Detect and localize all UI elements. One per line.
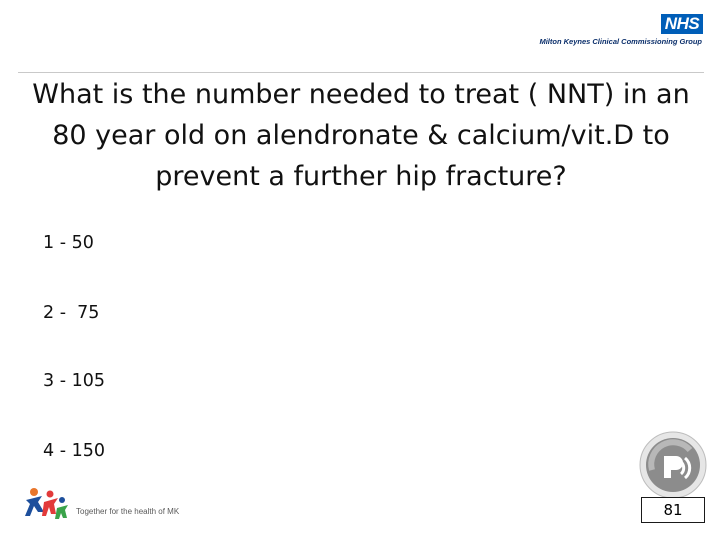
response-count: 81 [641, 497, 705, 523]
footer-tagline: Together for the health of MK [76, 507, 180, 516]
question-title: What is the number needed to treat ( NNT) in an 80 year old on alendronate & calcium/vit.D to prevent a further hip fracture? [32, 79, 690, 192]
organisation-name: Milton Keynes Clinical Commissioning Group [539, 37, 702, 46]
mk-people-logo [22, 486, 70, 522]
title-divider [18, 72, 704, 73]
poll-response-icon [638, 430, 708, 500]
answer-option-1[interactable]: 1 - 50 [43, 233, 94, 253]
answer-option-3[interactable]: 3 - 105 [43, 371, 105, 391]
answer-option-4[interactable]: 4 - 150 [43, 441, 105, 461]
nhs-logo: NHS [661, 14, 703, 34]
answer-option-2[interactable]: 2 - 75 [43, 303, 100, 323]
